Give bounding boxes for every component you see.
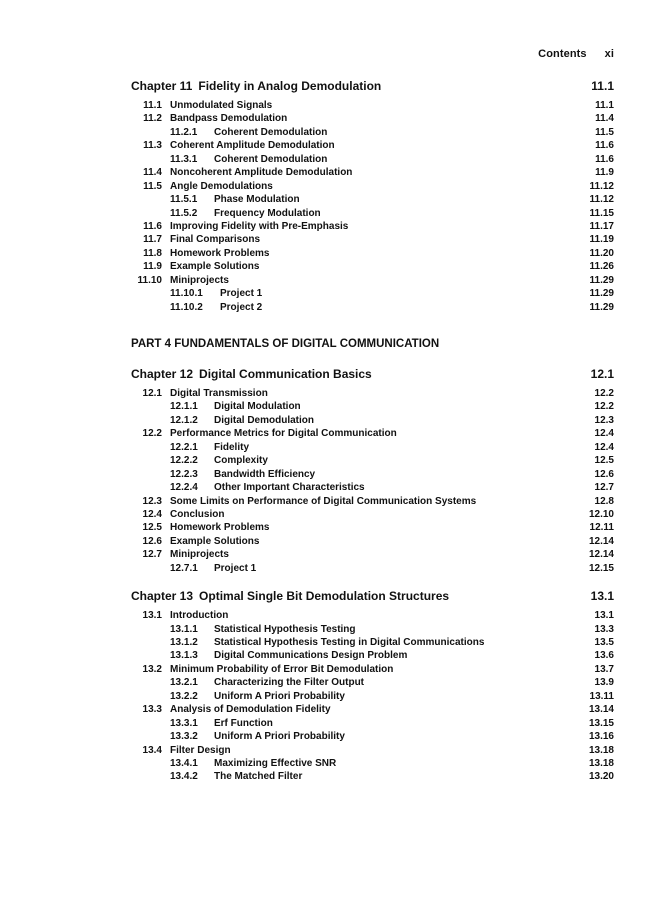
toc-subsection-entry[interactable] [131, 126, 614, 139]
entry-number: 12.1 [142, 388, 162, 399]
entry-number: 11.10.2 [170, 301, 203, 313]
toc-section-entry[interactable] [131, 508, 614, 521]
entry-page: 11.12 [589, 180, 614, 192]
entry-page: 11.17 [589, 220, 614, 232]
entry-number: 11.5.2 [170, 207, 198, 219]
entry-title: Example Solutions [170, 535, 260, 547]
entry-page: 12.2 [594, 401, 614, 413]
entry-number: 12.1.2 [170, 414, 198, 426]
entry-title: Fidelity [214, 441, 250, 453]
entry-title: Angle Demodulations [170, 180, 273, 192]
chapter-number: Chapter 13 [131, 589, 194, 604]
toc-section-entry[interactable] [131, 99, 614, 112]
entry-number: 11.10 [137, 274, 162, 286]
entry-number: 11.9 [143, 261, 162, 273]
toc-subsection-entry[interactable] [131, 481, 614, 494]
toc-section-entry[interactable] [131, 609, 614, 622]
entry-title: Final Comparisons [170, 234, 261, 246]
entry-page: 13.20 [588, 771, 614, 783]
entry-number: 13.2.2 [170, 690, 198, 702]
entry-page: 12.15 [588, 562, 614, 574]
toc-subsection-entry[interactable] [131, 207, 614, 220]
entry-title: The Matched Filter [214, 771, 303, 783]
entry-title: Filter Design [170, 744, 231, 756]
entry-page: 12.6 [594, 468, 614, 480]
entry-number: 11.4 [143, 167, 162, 179]
entry-number: 11.3.1 [170, 153, 198, 165]
toc-section-entry[interactable] [131, 247, 614, 260]
entry-title: Characterizing the Filter Output [214, 677, 365, 689]
entry-title: Statistical Hypothesis Testing [214, 623, 356, 635]
entry-number: 13.4.2 [170, 771, 198, 783]
entry-title: Introduction [170, 610, 229, 622]
entry-number: 11.6 [143, 220, 162, 232]
entry-title: Uniform A Priori Probability [214, 731, 345, 743]
entry-number: 12.5 [142, 522, 162, 534]
entry-title: Other Important Characteristics [214, 482, 365, 494]
entry-number: 11.7 [143, 234, 162, 246]
entry-page: 11.29 [589, 301, 614, 313]
entry-title: Analysis of Demodulation Fidelity [170, 704, 331, 716]
toc-subsection-entry[interactable] [131, 454, 614, 467]
entry-title: Homework Problems [170, 522, 270, 534]
entry-title: Digital Transmission [170, 388, 268, 399]
entry-number: 12.7 [142, 549, 162, 561]
entry-page: 13.14 [588, 704, 614, 716]
entry-page: 13.7 [594, 663, 614, 675]
entry-title: Bandpass Demodulation [170, 113, 288, 125]
entry-number: 13.1.1 [170, 623, 198, 635]
entry-page: 12.8 [594, 495, 614, 507]
chapter-title: Digital Communication Basics [199, 367, 372, 381]
entry-number: 11.3 [143, 140, 162, 152]
part-4-heading[interactable]: PART 4 FUNDAMENTALS OF DIGITAL COMMUNICATION [131, 338, 440, 350]
entry-title: Miniprojects [170, 274, 229, 286]
entry-title: Erf Function [214, 717, 273, 729]
toc-section-entry[interactable] [131, 548, 614, 561]
entry-number: 11.5.1 [170, 194, 198, 206]
chapter-12-sections [131, 387, 614, 575]
toc-section-entry[interactable] [131, 535, 614, 548]
entry-page: 11.29 [589, 288, 614, 300]
toc-subsection-entry[interactable] [131, 301, 614, 314]
entry-page: 11.4 [595, 113, 614, 125]
toc-section-entry[interactable] [131, 220, 614, 233]
entry-page: 11.19 [589, 234, 614, 246]
toc-subsection-entry[interactable] [131, 287, 614, 300]
entry-title: Homework Problems [170, 247, 270, 259]
entry-number: 12.6 [142, 535, 162, 547]
toc-subsection-entry[interactable] [131, 770, 614, 783]
chapter-title: Optimal Single Bit Demodulation Structures [199, 589, 450, 604]
entry-page: 13.9 [594, 677, 614, 689]
entry-number: 12.3 [142, 495, 162, 507]
entry-page: 12.4 [594, 441, 614, 453]
entry-number: 13.1.2 [170, 637, 198, 648]
entry-number: 13.1 [142, 610, 162, 622]
entry-title: Some Limits on Performance of Digital Communication Systems [170, 495, 477, 507]
entry-title: Phase Modulation [214, 194, 300, 206]
entry-number: 13.3 [142, 704, 162, 716]
toc-section-entry[interactable] [131, 495, 614, 508]
entry-page: 11.6 [595, 140, 614, 152]
entry-page: 11.20 [589, 247, 614, 259]
entry-number: 13.4 [142, 744, 162, 756]
entry-number: 11.1 [143, 100, 162, 111]
toc-subsection-entry[interactable] [131, 636, 614, 649]
chapter-13-heading[interactable] [131, 588, 614, 604]
entry-page: 13.5 [594, 637, 614, 648]
chapter-page: 11.1 [591, 79, 614, 93]
entry-page: 13.18 [588, 757, 614, 769]
entry-number: 13.3.1 [170, 717, 198, 729]
entry-page: 13.6 [594, 650, 614, 662]
entry-title: Unmodulated Signals [170, 100, 273, 111]
chapter-11-sections [131, 99, 614, 314]
entry-title: Digital Communications Design Problem [214, 650, 408, 662]
chapter-12-heading[interactable] [131, 366, 614, 382]
entry-title: Miniprojects [170, 549, 229, 561]
entry-number: 12.7.1 [170, 562, 198, 574]
entry-number: 12.2 [142, 428, 162, 440]
toc-section-entry[interactable] [131, 260, 614, 273]
entry-page: 11.15 [589, 207, 614, 219]
entry-title: Digital Modulation [214, 401, 301, 413]
toc-section-entry[interactable] [131, 663, 614, 676]
entry-title: Example Solutions [170, 261, 260, 273]
entry-title: Complexity [214, 455, 268, 467]
entry-title: Performance Metrics for Digital Communication [170, 428, 397, 440]
entry-number: 13.3.2 [170, 731, 198, 743]
entry-page: 11.9 [595, 167, 614, 179]
entry-number: 13.1.3 [170, 650, 198, 662]
toc-section-entry[interactable] [131, 166, 614, 179]
chapter-page: 12.1 [590, 367, 614, 381]
entry-number: 12.1.1 [170, 401, 198, 413]
entry-number: 11.5 [143, 180, 162, 192]
entry-page: 13.1 [594, 610, 614, 622]
toc-subsection-entry[interactable] [131, 623, 614, 636]
toc-subsection-entry[interactable] [131, 400, 614, 413]
header-label: Contents [538, 48, 587, 60]
chapter-13-sections [131, 609, 614, 784]
entry-title: Coherent Demodulation [214, 153, 328, 165]
chapter-title: Fidelity in Analog Demodulation [198, 79, 382, 93]
entry-page: 13.3 [594, 623, 614, 635]
chapter-number: Chapter 12 [131, 367, 194, 381]
entry-number: 13.2.1 [170, 677, 198, 689]
toc-subsection-entry[interactable] [131, 757, 614, 770]
toc-section-entry[interactable] [131, 274, 614, 287]
entry-title: Project 1 [220, 288, 263, 300]
entry-page: 13.18 [588, 744, 614, 756]
toc-subsection-entry[interactable] [131, 153, 614, 166]
entry-page: 12.2 [594, 388, 614, 399]
entry-number: 13.4.1 [170, 757, 198, 769]
running-header [538, 48, 614, 60]
toc-subsection-entry[interactable] [131, 676, 614, 689]
entry-number: 12.4 [142, 508, 162, 520]
entry-page: 12.14 [588, 535, 614, 547]
entry-page: 11.29 [589, 274, 614, 286]
toc-subsection-entry[interactable] [131, 441, 614, 454]
entry-title: Minimum Probability of Error Bit Demodulation [170, 663, 394, 675]
toc-subsection-entry[interactable] [131, 649, 614, 662]
entry-title: Coherent Demodulation [214, 126, 328, 138]
entry-page: 11.5 [595, 126, 614, 138]
entry-title: Project 1 [214, 562, 257, 574]
entry-page: 13.11 [589, 690, 614, 702]
entry-page: 12.10 [588, 508, 614, 520]
toc-subsection-entry[interactable] [131, 193, 614, 206]
entry-page: 11.12 [589, 194, 614, 206]
entry-title: Coherent Amplitude Demodulation [170, 140, 335, 152]
chapter-11-heading[interactable] [131, 78, 614, 94]
entry-number: 12.2.2 [170, 455, 198, 467]
entry-title: Conclusion [170, 508, 225, 520]
entry-number: 13.2 [142, 663, 162, 675]
entry-page: 13.16 [588, 731, 614, 743]
toc-subsection-entry[interactable] [131, 562, 614, 575]
toc-section-entry[interactable] [131, 112, 614, 125]
toc-section-entry[interactable] [131, 387, 614, 400]
entry-page: 11.1 [595, 100, 614, 111]
entry-page: 13.15 [588, 717, 614, 729]
toc-subsection-entry[interactable] [131, 414, 614, 427]
entry-page: 12.14 [588, 549, 614, 561]
entry-title: Project 2 [220, 301, 263, 313]
entry-page: 12.5 [594, 455, 614, 467]
chapter-number: Chapter 11 [131, 79, 193, 93]
toc-subsection-entry[interactable] [131, 468, 614, 481]
entry-number: 12.2.3 [170, 468, 198, 480]
entry-number: 12.2.4 [170, 482, 198, 494]
entry-title: Uniform A Priori Probability [214, 690, 345, 702]
entry-title: Statistical Hypothesis Testing in Digital Communications [214, 637, 485, 648]
entry-page: 11.6 [595, 153, 614, 165]
toc-section-entry[interactable] [131, 744, 614, 757]
entry-page: 12.7 [594, 482, 614, 494]
toc-subsection-entry[interactable] [131, 690, 614, 703]
toc-subsection-entry[interactable] [131, 730, 614, 743]
toc-section-entry[interactable] [131, 427, 614, 440]
header-page-number: xi [604, 48, 614, 60]
toc-section-entry[interactable] [131, 703, 614, 716]
entry-title: Frequency Modulation [214, 207, 321, 219]
entry-page: 12.3 [594, 414, 614, 426]
toc-section-entry[interactable] [131, 180, 614, 193]
toc-section-entry[interactable] [131, 521, 614, 534]
entry-page: 12.11 [589, 522, 614, 534]
entry-number: 11.8 [143, 247, 162, 259]
entry-page: 11.26 [589, 261, 614, 273]
entry-page: 12.4 [594, 428, 614, 440]
toc-subsection-entry[interactable] [131, 717, 614, 730]
entry-number: 12.2.1 [170, 441, 198, 453]
entry-title: Bandwidth Efficiency [214, 468, 316, 480]
entry-title: Maximizing Effective SNR [214, 757, 337, 769]
toc-section-entry[interactable] [131, 139, 614, 152]
entry-title: Noncoherent Amplitude Demodulation [170, 167, 353, 179]
toc-section-entry[interactable] [131, 233, 614, 246]
entry-title: Improving Fidelity with Pre-Emphasis [170, 220, 349, 232]
entry-number: 11.2 [143, 113, 162, 125]
entry-number: 11.2.1 [170, 126, 198, 138]
entry-number: 11.10.1 [170, 288, 203, 300]
entry-title: Digital Demodulation [214, 414, 314, 426]
table-of-contents [131, 78, 614, 784]
chapter-page: 13.1 [590, 589, 614, 604]
